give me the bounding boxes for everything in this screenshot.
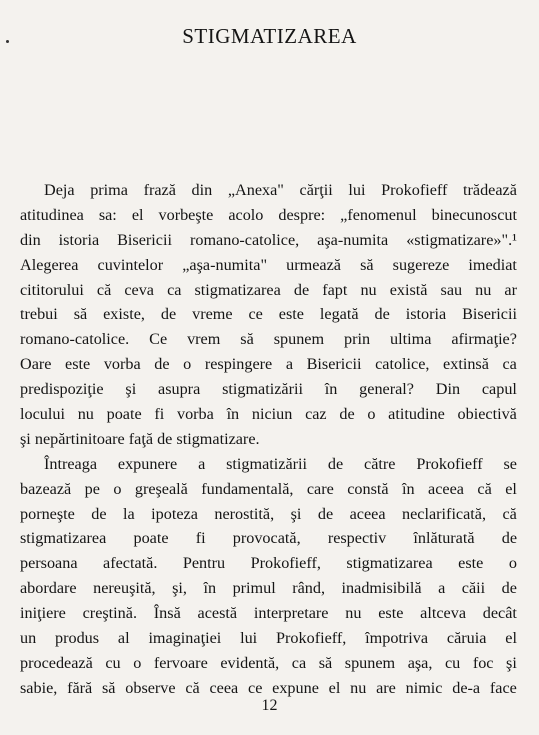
text-line: şi nepărtinitoare faţă de stigmatizare. xyxy=(20,429,260,448)
page-number: 12 xyxy=(261,697,278,714)
text-line: stigmatizarea poate fi provocată, respectiv înlăturată de xyxy=(20,529,517,548)
text-line: bazează pe o greşeală fundamentală, care constă în aceea că el xyxy=(20,479,517,498)
text-line: romano-catolice. Ce vrem să spunem prin ultima afirmaţie? xyxy=(20,330,517,349)
text-line: Întreaga expunere a stigmatizării de către Prokofieff se xyxy=(44,454,517,473)
text-line: abordare nereuşită, şi, în primul rând, inadmisibilă a căii de xyxy=(20,579,517,598)
text-line: din istoria Bisericii romano-catolice, aşa-numita «stigmatizare»".¹ xyxy=(20,230,517,249)
body-text xyxy=(20,178,517,701)
text-line: un produs al imaginaţiei lui Prokofieff, împotriva căruia el xyxy=(20,629,517,648)
text-line: procedează cu o fervoare evidentă, ca să spunem aşa, cu foc şi xyxy=(20,653,517,672)
text-line: sabie, fără să observe că ceea ce expune el nu are nimic de-a face xyxy=(20,678,517,697)
text-line: atitudinea sa: el vorbeşte acolo despre: „fenomenul binecunoscut xyxy=(20,205,517,224)
text-line: trebui să existe, de vreme ce este legată de istoria Bisericii xyxy=(20,305,517,324)
text-line: porneşte de la ipoteza nerostită, şi de aceea neclarificată, că xyxy=(20,504,517,523)
text-line: Deja prima frază din „Anexa" cărţii lui Prokofieff trădează xyxy=(44,181,517,199)
text-line: cititorului că ceva ca stigmatizarea de fapt nu există sau nu ar xyxy=(20,280,517,299)
text-line: Alegerea cuvintelor „aşa-numita" urmează să sugereze imediat xyxy=(20,255,517,274)
text-line: iniţiere creştină. Însă acestă interpretare nu este altceva decât xyxy=(20,604,517,623)
text-line: locului nu poate fi vorba în niciun caz de o atitudine obiectivă xyxy=(20,405,517,424)
text-line: predispoziţie şi asupra stigmatizării în general? Din capul xyxy=(20,380,517,399)
text-line: persoana afectată. Pentru Prokofieff, stigmatizarea este o xyxy=(20,554,517,573)
chapter-title: STIGMATIZAREA xyxy=(182,24,357,48)
text-line: Oare este vorba de o respingere a Bisericii catolice, extinsă ca xyxy=(20,355,517,374)
